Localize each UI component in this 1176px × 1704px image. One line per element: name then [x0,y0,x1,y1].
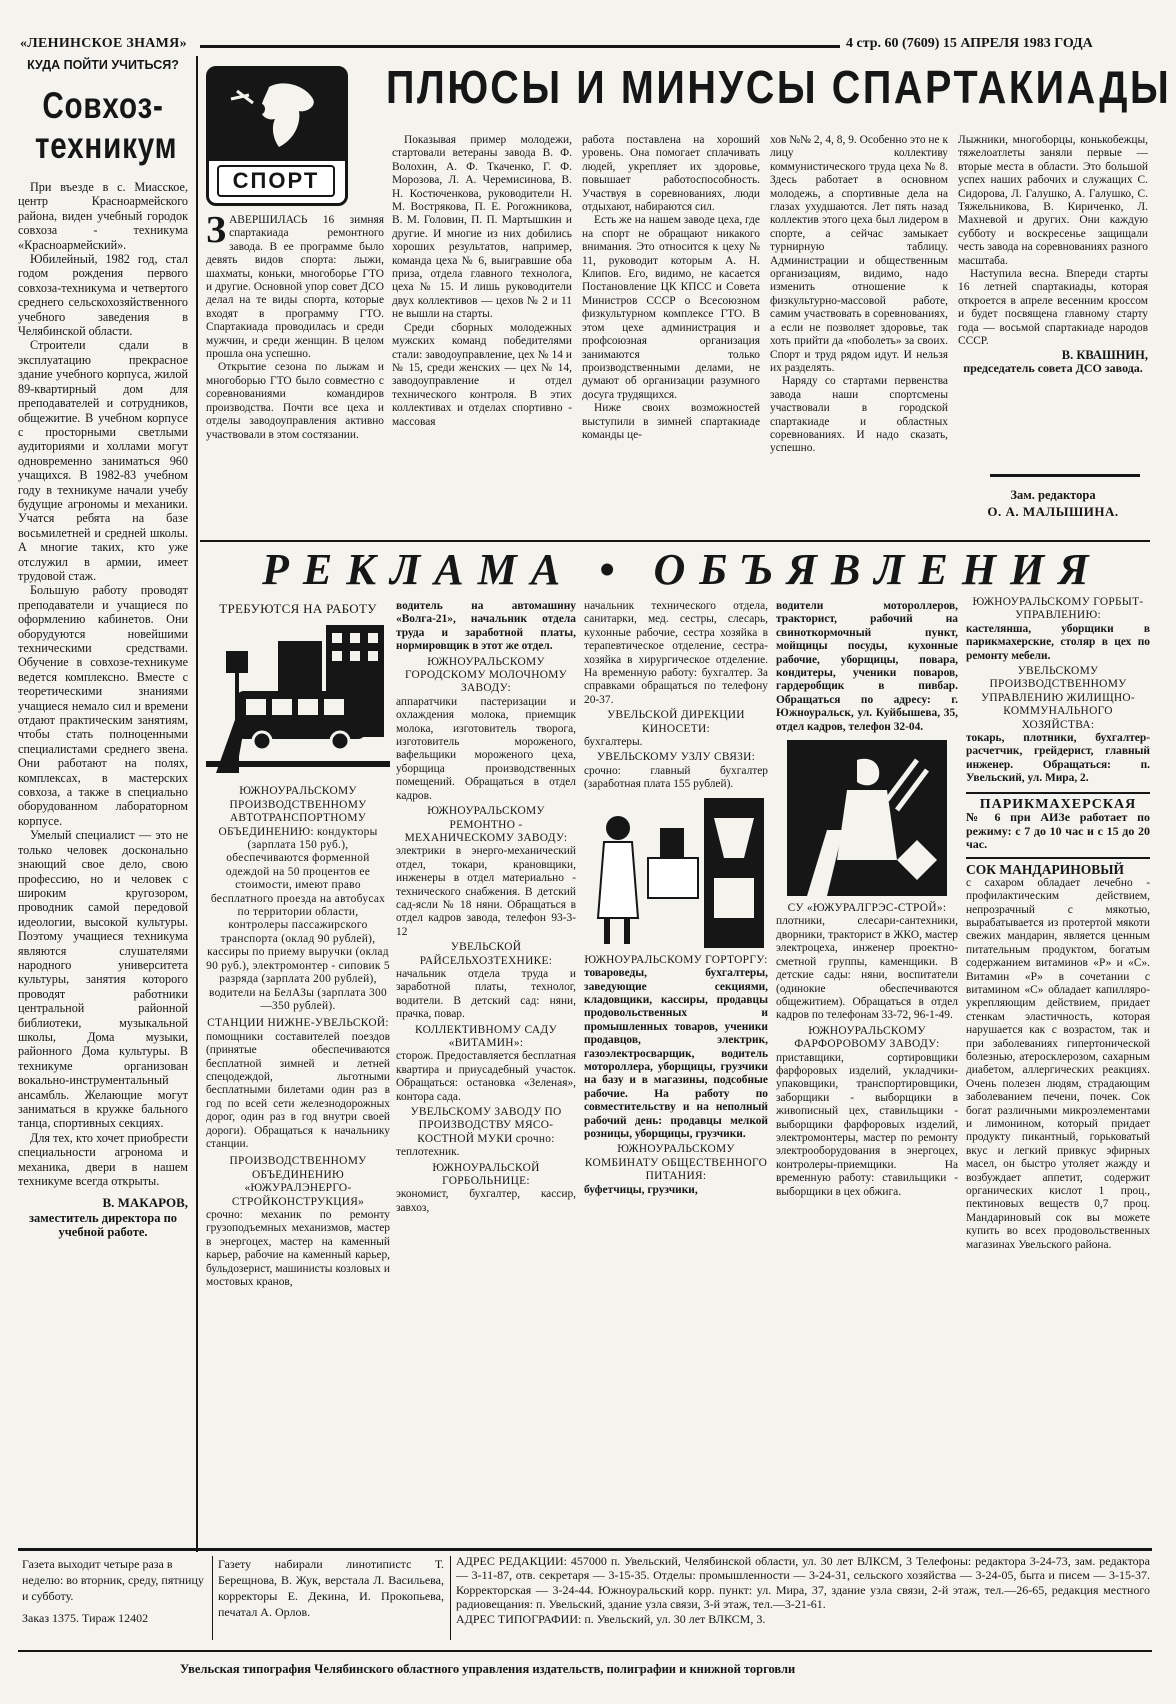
ads-col-2 [396,600,576,1540]
ad-text: помощники составителей поездов (принятые обеспечиваются бесплатной зимней и летней спецодеждой, льготными бесплатными билетами один раз в год по всей сети железнодорожных дорог, один раз в год внутри своей дороги). Обращаться к начальнику станции. [206,1030,390,1150]
sport-headline: ПЛЮСЫ И МИНУСЫ СПАРТАКИАДЫ [386,61,1172,113]
ads-section-heading: ТРЕБУЮТСЯ НА РАБОТУ [219,601,377,616]
ad-divider [966,857,1150,859]
ads-col-5 [966,594,1150,1540]
ad-heading: КОЛЛЕКТИВНОМУ САДУ «ВИТАМИН»: [415,1023,557,1049]
ad-text: срочно: главный бухгалтер (заработная плата 155 рублей). [584,764,768,791]
ad-text: водители мотороллеров, тракторист, рабочий на свиноткормочный пункт, мойщицы посуды, кухонные рабочие, уборщицы, повара, кондитеры, ученики поваров, гардеробщик в пивбар. Обращаться по адресу: г. Южноуральск, ул. Куйбышева, 35, отдел кадров, телефон 32-04. [776,600,958,733]
paragraph: Ниже своих возможностей выступили в зимней спартакиаде команды це- [582,402,760,441]
paragraph: хов №№ 2, 4, 8, 9. Особенно это не к лицу коллективу коммунистического труда цеха № 8. Здесь работает в основном молодежь, а спортивные дела на глазах ухудшаются. Лет пять назад коллектив этого цеха был лидером в спорте, а сейчас замыкает турнирную таблицу. Администрации и общественным организациям, видимо, надо изменить отношение к физкультурно-массовой работе, самим участвовать в соревнованиях, а если не позволяет здоровье, так хоть прийти да «поболеть» за своих. Спорт и труд рядом идут. И нельзя их разделять. [770,134,948,374]
skier-figure-icon [209,69,345,161]
paragraph: Наряду со стартами первенства завода наши спортсмены участвовали в городской спартакиаде и областных соревнованиях. И надо сказать, успешно. [770,375,948,455]
juice-text: с сахаром обладает лечебно - профилактическим действием, непрозрачный с мякотью, вырабатывается из протертой мякоти свежих мандарин, является ценным питательным продуктом, богатым содержанием витаминов «Р» и «С». Витамин «Р» в сочетании с витамином «С» обладает капилляро-укрепляющим действием, придает стенкам эластичность, которая нарушается как с возрастом, так и при заболеваниях гипертонической болезнью, атеросклерозом, сахарным диабетом, аллергических реакциях. Очень полезен людям, страдающим заболеванием печени, почек. Сок богат различными микроэлементами и лимонином, который придает продукту пикантный, горьковатый вкус и легкий привкус эфирных масел, он быстро утоляет жажду и возбуждает аппетит, содержит органических кислот 1 проц., пектиновых веществ 0,7 проц. Мандариновый сок вы можете купить во всех продовольственных магазинах Увельского района. [966,876,1150,1251]
article-title-line1: Совхоз- [42,85,164,126]
barber-title: ПАРИКМАХЕРСКАЯ [979,796,1137,812]
editorial-address: АДРЕС РЕДАКЦИИ: 457000 п. Увельский, Челябинской области, ул. 30 лет ВЛКСМ, 3 Телефоны: редактора 3-24-73, зам. редактора — 3-11-87, отв. секретаря — 3-15-35. Отделы: промышленности — 3-24-31, сельского хозяйства — 3-24-05, быта и писем — 3-15-37. Корректорская — 3-24-44. Южноуральский корр. пункт: ул. Мира, 37, здание узла связи, 2-й этаж, тел.—26-65, редакция местного радиовещания: п. Увельский, здание узла связи, 3-й этаж, тел.—3-21-61. [456,1554,1150,1612]
footer-rule [18,1548,1152,1551]
ad-text: товароведы, бухгалтеры, заведующие секциями, кладовщики, кассиры, продавцы продовольственных и промышленных товаров, ученики продавцов, электрик, газоэлектросварщик, водитель мотороллера, уборщицы, грузчики на базу и в магазины, подсобные рабочие. На работу по совместительству и на неполный рабочий день: продавцы мелкой розницы, уборщицы, грузчики. [584,967,768,1140]
column-rule [196,56,198,1552]
ad-text: аппаратчики пастеризации и охлаждения молока, приемщик молока, изготовитель творога, изготовитель мороженого, вафельщики мороженого цеха, уборщица производственных помещений. Обращаться в отдел кадров. [396,695,576,802]
ad-heading: УВЕЛЬСКОМУ ЗАВОДУ ПО ПРОИЗВОДСТВУ МЯСО-КОСТНОЙ МУКИ срочно: [410,1106,562,1145]
ad-text: токарь, плотники, бухгалтер-расчетчик, грейдерист, главный инженер. Обращаться: п. Увельский, ул. Мира, 2. [966,732,1150,785]
ad-text: экономист, бухгалтер, кассир, завхоз, [396,1188,576,1214]
ad-text: буфетчицы, грузчики, [584,1183,698,1196]
sport-col-1 [206,214,384,532]
ad-heading: УВЕЛЬСКОЙ ДИРЕКЦИИ КИНОСЕТИ: [607,709,745,735]
ad-heading: СТАНЦИИ НИЖНЕ-УВЕЛЬСКОЙ: [207,1017,389,1030]
bus-illustration-icon [206,621,390,779]
schedule: Газета выходит четыре раза в неделю: во вторник, среду, пятницу и субботу. [22,1557,204,1603]
sport-label: СПОРТ [217,165,335,197]
ad-text: плотники, слесари-сантехники, дворники, тракторист в ЖКО, мастер электроцеха, инженер проектно-сметной группы, каменщики. В детские сады: няни, воспитатели (одинокие обеспечиваются общежитием). Обращаться в отдел кадров по телефонам 33-72, 96-1-49. [776,915,958,1022]
article-author-title: заместитель директора по учебной работе. [28,1210,178,1240]
ad-text: электрики в энерго-механический отдел, токари, крановщики, инженеры в отдел материально - технического снабжения. В детский сад-ясли № 18 няни. Обращаться в отдел кадров завода, телефон 93-3-12 [396,845,576,938]
footer-schedule-block [22,1556,208,1644]
article-title-line2: техникум [35,125,178,166]
paragraph: Лыжники, многоборцы, конькобежцы, тяжелоатлеты заняли первые — вторые места в области. Это большой успех наших рабочих и служащих С. Сидорова, Л. Галушко, А. Галушко, С. Тяжельникова, В. Кириченко, Л. Махневой и других. Они каждую субботу и воскресенье защищали честь завода на соревнованиях разного масштаба. [958,134,1148,267]
ads-banner: РЕКЛАМА • ОБЪЯВЛЕНИЯ [262,545,1103,594]
ad-text: бухгалтеры. [584,736,643,749]
sport-col-2 [392,134,572,532]
paragraph: Умелый специалист — это не только человек досконально знающий свое дело, свою профессию, но и человек с широким кругозором, проводник самой передовой идеологии, высокой культуры. Поэтому учащиеся техникума являются слушателями народного университета культуры, занятия которого проводят работники центральной районной библиотеки, музыкальной школы, Дома музыки, районного Дома культуры. В техникуме организован вокально-инструментальный ансамбль. Желающие могут заниматься в кружке бального танца, спортивных секциях. [18,828,188,1131]
ad-text: срочно: механик по ремонту грузоподъемных механизмов, мастер в энергоцех, мастер на каменный карьер, рабочие на каменный карьер, бульдозерист, машинисты козловых и мостовых кранов, [206,1209,390,1289]
ad-text: сторож. Предоставляется бесплатная квартира и приусадебный участок. Обращаться: остановка «Зеленая», контора сада. [396,1050,576,1103]
section-rule [200,540,1150,542]
ad-heading: УВЕЛЬСКОМУ ПРОИЗВОДСТВЕННОМУ УПРАВЛЕНИЮ ЖИЛИЩНО- КОММУНАЛЬНОГО ХОЗЯЙСТВА: [980,665,1136,731]
newspaper-name: «ЛЕНИНСКОЕ ЗНАМЯ» [20,36,187,51]
ad-heading: ЮЖНОУРАЛЬСКОМУ РЕМОНТНО - МЕХАНИЧЕСКОМУ ЗАВОДУ: [404,805,568,844]
article-kicker: КУДА ПОЙТИ УЧИТЬСЯ? [27,58,179,72]
sport-author-title: председатель совета ДСО завода. [963,360,1143,375]
paragraph: Юбилейный, 1982 год, стал годом рождения первого совхоза-техникума и четвертого среднего сельскохозяйственного учебного заведения в Челябинской области. [18,252,188,339]
ads-col-4 [776,600,958,1540]
issue-info: 4 стр. 60 (7609) 15 АПРЕЛЯ 1983 ГОДА [846,36,1093,51]
ad-text: начальник технического отдела, санитарки, мед. сестры, слесарь, кухонные рабочие, сестра хозяйка в терапевтическое отделение, сестра-хозяйка в хирургическое отделение. На временную работу: бухгалтер. За справками обращаться по телефону 20-37. [584,600,768,706]
article-author: В. МАКАРОВ, [102,1195,188,1211]
ad-text: приставщики, сортировщики фарфоровых изделий, укладчики-упаковщики, транспортировщики, заборщики - выборщики в живописный цех, ставильщики - выборщики фарфоровых изделий, электромонтеры, мастер по ремонту электрооборудования в энергоцех, контролеры-приемщики. На временную работу: ставильщики - выборщики в цех обжига. [776,1051,958,1198]
left-article [18,58,188,1400]
paragraph: Есть же на нашем заводе цеха, где на спорт не обращают никакого внимания. Это относится к цеху № 11, руководит которым А. Н. Клипов. Его, видимо, не касается Постановление ЦК КПСС и Совета Министров СССР о Всесоюзном физкультурном комплексе ГТО. В этом цехе администрация и профсоюзная организация занимаются только производственными делами, не думают об организации разумного досуга трудящихся. [582,214,760,401]
editor-rule [990,474,1140,477]
ad-heading: ЮЖНОУРАЛЬСКОМУ ФАРФОРОВОМУ ЗАВОДУ: [794,1024,940,1051]
paragraph: АВЕРШИЛАСЬ 16 зимняя спартакиада ремонтного завода. В ее программе было девять видов спорта: лыжи, шахматы, коньки, многоборье ГТО и другие. Основной упор совет ДСО делал на те виды спорта, которые входят в программу ГТО. Спартакиада проводилась и среди мужчин, и среди женщин. В целом прошла она успешно. [206,214,384,361]
sport-col-3 [582,134,760,532]
paragraph: Открытие сезона по лыжам и многоборью ГТО было совместно с соревнованиями командиров производства. Почти все цеха и отделы заводоуправления активно участвовали в этом состязании. [206,361,384,441]
paragraph: Строители сдали в эксплуатацию прекрасное здание учебного корпуса, жилой 89-квартирный дом для преподавателей и сотрудников, общежитие. В учебном корпусе с просторными светлыми аудиториями и холлами могут одновременно заниматься 960 учащихся. В 1982-83 учебном году в техникуме начали учебу будущие агрономы и механики. Учатся ребята на базе восьмилетней и средней школы. А многие таких, кто уже отслужил в армии, имеет трудовой стаж. [18,338,188,583]
dropcap: З [206,214,227,251]
ad-text: водитель на автомашину «Волга-21», начальник отдела труда и заработной платы, нормировщик в этот же отдел. [396,600,576,653]
footer-address-block [456,1554,1150,1644]
ad-heading: ЮЖНОУРАЛЬСКОМУ ГОРТОРГУ: [584,953,768,966]
editor-label: Зам. редактора [1010,488,1096,502]
paragraph: Большую работу проводят преподаватели и учащиеся по оформлению кабинетов. Они оборудуются новейшими техническими средствами. Обучение в совхозе-техникуме ведется комплексно. Вместе с теоретическими знаниями учащиеся немало сил и времени отдают практическим занятиям, чтобы стать полноценными специалистами среднего звена. Они работают на полях, комплексах, в мастерских совхоза, а также в специально оборудованном лабораторном корпусе. [18,583,188,828]
footer-divider [450,1556,451,1640]
footer-rule [18,1650,1152,1652]
ad-heading: УВЕЛЬСКОЙ РАЙСЕЛЬХОЗТЕХНИКЕ: [419,941,553,967]
ad-heading: ЮЖНОУРАЛЬСКОМУ КОМБИНАТУ ОБЩЕСТВЕННОГО ПИТАНИЯ: [584,1143,768,1183]
article-body [18,180,188,1400]
sport-col-4 [770,134,948,532]
printer-line: Увельская типография Челябинского областного управления издательств, полиграфии и книжной торговли [180,1662,796,1676]
ad-text: кастелянша, уборщики в парикмахерские, столяр в цех по ремонту мебели. [966,622,1150,662]
footer-divider [212,1556,213,1640]
ad-heading: ЮЖНОУРАЛЬСКОМУ ГОРОДСКОМУ МОЛОЧНОМУ ЗАВОДУ: [404,655,568,695]
ad-heading: УВЕЛЬСКОМУ УЗЛУ СВЯЗИ: [596,751,756,764]
editor-name: О. А. МАЛЫШИНА. [987,504,1119,519]
ad-heading: ЮЖНОУРАЛЬСКОМУ ГОРБЫТ-УПРАВЛЕНИЮ: [972,596,1144,622]
sport-logo [206,66,348,206]
footer-typeset: Газету набирали линотипистс Т. Берещнова, В. Жук, верстала Л. Васильева, корректоры Е. Декина, И. Прокопьева, печатал А. Орлов. [218,1557,444,1619]
order-run: Заказ 1375. Тираж 12402 [22,1611,149,1625]
sport-col-5 [958,134,1148,464]
worker-illustration-icon [787,740,947,896]
masthead-rule [200,45,840,48]
ad-heading: СУ «ЮЖУРАЛГРЭС-СТРОЙ»: [787,902,947,915]
ad-divider [966,792,1150,794]
print-address: АДРЕС ТИПОГРАФИИ: п. Увельский, ул. 30 лет ВЛКСМ, 3. [456,1611,766,1626]
barber-text: № 6 при АИЗе работает по режиму: с 7 до 10 час и с 15 до 20 час. [966,810,1150,851]
paragraph: Для тех, кто хочет приобрести специальности агронома и механика, двери в нашем техникуме всегда открыты. [18,1130,188,1189]
paragraph: Среди сборных молодежных мужских команд победителями стали: заводоуправление, цех № 14 и № 15, среди женских — цех № 14, заводоуправление и отдел технического контроля. В этих коллективах и отделах спортивно - массовая [392,321,572,428]
ad-heading: ЮЖНОУРАЛЬСКОЙ ГОРБОЛЬНИЦЕ: [432,1161,540,1188]
ads-col-3 [584,600,768,1540]
shop-illustration-icon [584,798,768,948]
ad-heading: ПРОИЗВОДСТВЕННОМУ ОБЪЕДИНЕНИЮ «ЮЖУРАЛЭНЕРГО-СТРОЙКОНСТРУКЦИЯ» [229,1155,367,1208]
juice-title: СОК МАНДАРИНОВЫЙ [966,862,1124,878]
paragraph: Наступила весна. Впереди старты 16 летней спартакиады, которая откроется в апреле весенним кроссом и будет посвящена главному старту года — восьмой спартакиаде народов СССР. [958,268,1148,348]
ads-col-1 [206,600,390,1540]
paragraph: Показывая пример молодежи, стартовали ветераны завода В. Ф. Волохин, А. Ф. Ткаченко, Г. Ф. Морозова, Л. А. Черемисинова, В. Н. Костюченкова, руководители Н. М. Вострякова, П. Е. Рогожникова, В. М. Головин, П. П. Мартышкин и другие. И многие из них добились хороших результатов, например, команда цеха № 6, выигравшие оба приза, отдела главного технолога, цеха № 15. И лишь руководители двух коллективов — цехов № 2 и 11 не вышли на старты. [392,134,572,321]
sport-author: В. КВАШНИН, [1061,347,1148,362]
paragraph: работа поставлена на хороший уровень. Она помогает сплачивать людей, укрепляет их здоровье, повышает работоспособность. Участвуя в соревнованиях, люди отдыхают, набираются сил. [582,134,760,214]
ad-text: ЮЖНОУРАЛЬСКОМУ ПРОИЗВОДСТВЕННОМУ АВТОТРАНСПОРТНОМУ ОБЪЕДИНЕНИЮ: кондукторы (зарплата 150 руб.), обеспечиваются форменной одеждой на 50 процентов ее стоимости, имеют право бесплатного проезда на автобусах по территории области, контролеры пассажирского транспорта (оклад 90 рублей), кассиры по приему выручки (оклад 90 руб.), электромонтер - сиповик 5 разряда (зарплата 200 рублей), водители на БелАЗы (зарплата 300—350 рублей). [206,785,390,1012]
paragraph: При въезде в с. Миасское, центр Красноармейского района, виден учебный городок совхоза - техникума «Красноармейский». [18,180,188,252]
ad-text: начальник отдела труда и заработной платы, технолог, водители. В детский сад: няни, прачка, повар. [396,967,576,1021]
ad-text: теплотехник. [396,1146,460,1159]
